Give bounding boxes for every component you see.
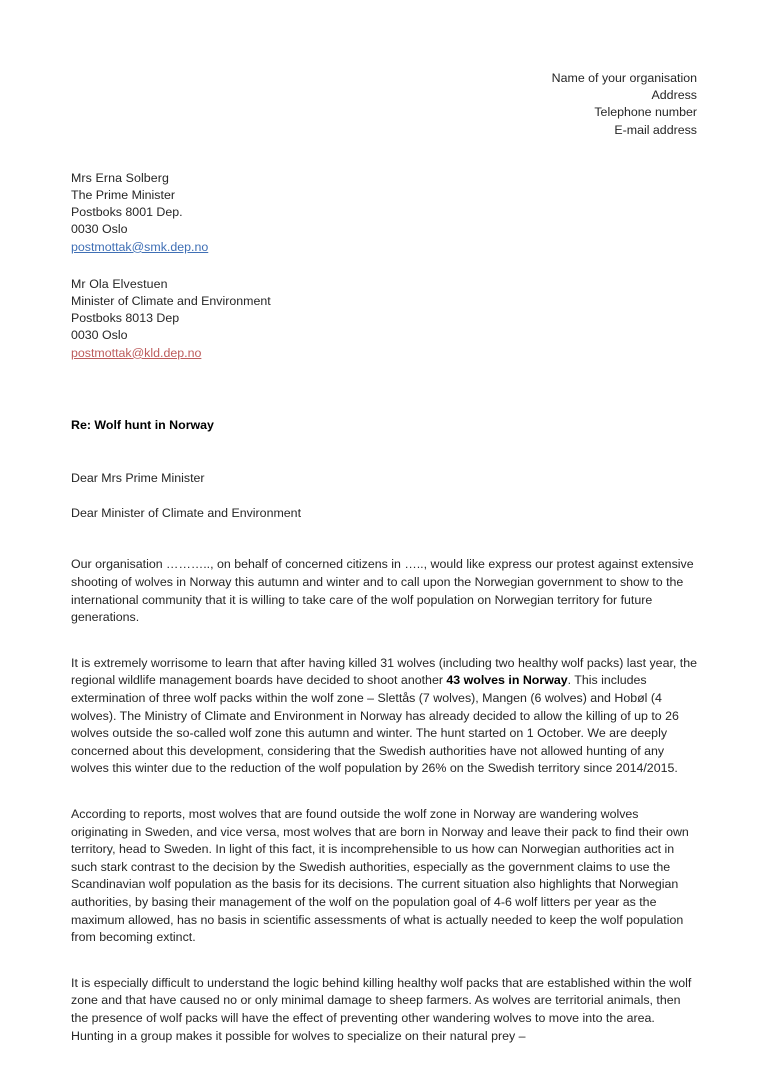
body-paragraph-1: Our organisation ……….., on behalf of concerned citizens in ….., would like express our protest against extensive shooting of wolves in Norway this autumn and winter and to call upon the Norwegian government to show to the international community that it is willing to take care of the wolf population on Norwegian territory for future generations. (71, 557, 694, 625)
recipient-name: Mrs Erna Solberg (71, 170, 170, 185)
paragraph-2-text-before-bold: It is extremely worrisome to learn that after having killed 31 wolves (including two healthy wolf packs) last year, the regional wildlife management boards have decided to shoot another (71, 655, 698, 688)
subject-line: Re: Wolf hunt in Norway (71, 417, 214, 432)
sender-email: E-mail address (614, 122, 697, 137)
body-paragraph-2 (71, 655, 697, 778)
recipient-block-minister (71, 276, 697, 362)
recipient-email-link[interactable]: postmottak@smk.dep.no (71, 239, 209, 254)
sender-organisation: Name of your organisation (551, 71, 697, 85)
sender-address: Address (651, 88, 697, 103)
paragraph-2-text-after-bold: . This includes extermination of three wolf packs within the wolf zone – Slettås (7 wolves), Mangen (6 wolves) and Hobøl (4 wolves). The Ministry of Climate and Environment in Norway has already decided to allow the killing of up to 26 wolves outside the so-called wolf zone this autumn and winter. The hunt started on 1 October. We are deeply concerned about this development, considering that the Swedish authorities have not allowed hunting of any wolves this winter due to the reduction of the wolf population by 26% on the Swedish territory since 2014/2015. (71, 673, 679, 776)
body-paragraph-3: According to reports, most wolves that are found outside the wolf zone in Norway are wandering wolves originating in Sweden, and vice versa, most wolves that are born in Norway and leave their pack to find their own territory, head to Sweden. In light of this fact, it is incomprehensible to us how can Norwegian authorities act in such stark contrast to the decision by the Swedish authorities, especially as the government claims to use the Scandinavian wolf population as the basis for its decisions. The current situation also highlights that Norwegian authorities, by basing their management of the wolf on the population goal of 4-6 wolf litters per year as the maximum allowed, has no basis in scientific assessments of what is actually needed to keep the wolf population from becoming extinct. (71, 806, 689, 945)
recipient-email-line (71, 239, 697, 256)
recipient-title: Minister of Climate and Environment (71, 294, 271, 309)
recipient-postal-city: 0030 Oslo (71, 328, 128, 343)
sender-telephone: Telephone number (594, 105, 697, 120)
letter-content (71, 0, 697, 1058)
recipient-po-box: Postboks 8013 Dep (71, 311, 180, 326)
recipient-email-link[interactable]: postmottak@kld.dep.no (71, 345, 202, 360)
salutation-minister: Dear Minister of Climate and Environment (71, 506, 302, 521)
wolf-count-emphasis: 43 wolves in Norway (446, 673, 568, 688)
salutation-prime-minister: Dear Mrs Prime Minister (71, 471, 205, 486)
recipient-email-line (71, 345, 697, 362)
recipient-postal-city: 0030 Oslo (71, 222, 128, 237)
recipient-po-box: Postboks 8001 Dep. (71, 205, 183, 220)
recipient-block-prime-minister (71, 170, 697, 256)
recipient-name: Mr Ola Elvestuen (71, 276, 168, 291)
sender-header (71, 0, 697, 139)
recipient-title: The Prime Minister (71, 188, 175, 203)
body-paragraph-4: It is especially difficult to understand the logic behind killing healthy wolf packs that are established within the wolf zone and that have caused no or only minimal damage to sheep farmers. As wolves are territorial animals, then the presence of wolf packs will have the effect of preventing other wandering wolves to move into the area. Hunting in a group makes it possible for wolves to specialize on their natural prey – (71, 975, 692, 1043)
